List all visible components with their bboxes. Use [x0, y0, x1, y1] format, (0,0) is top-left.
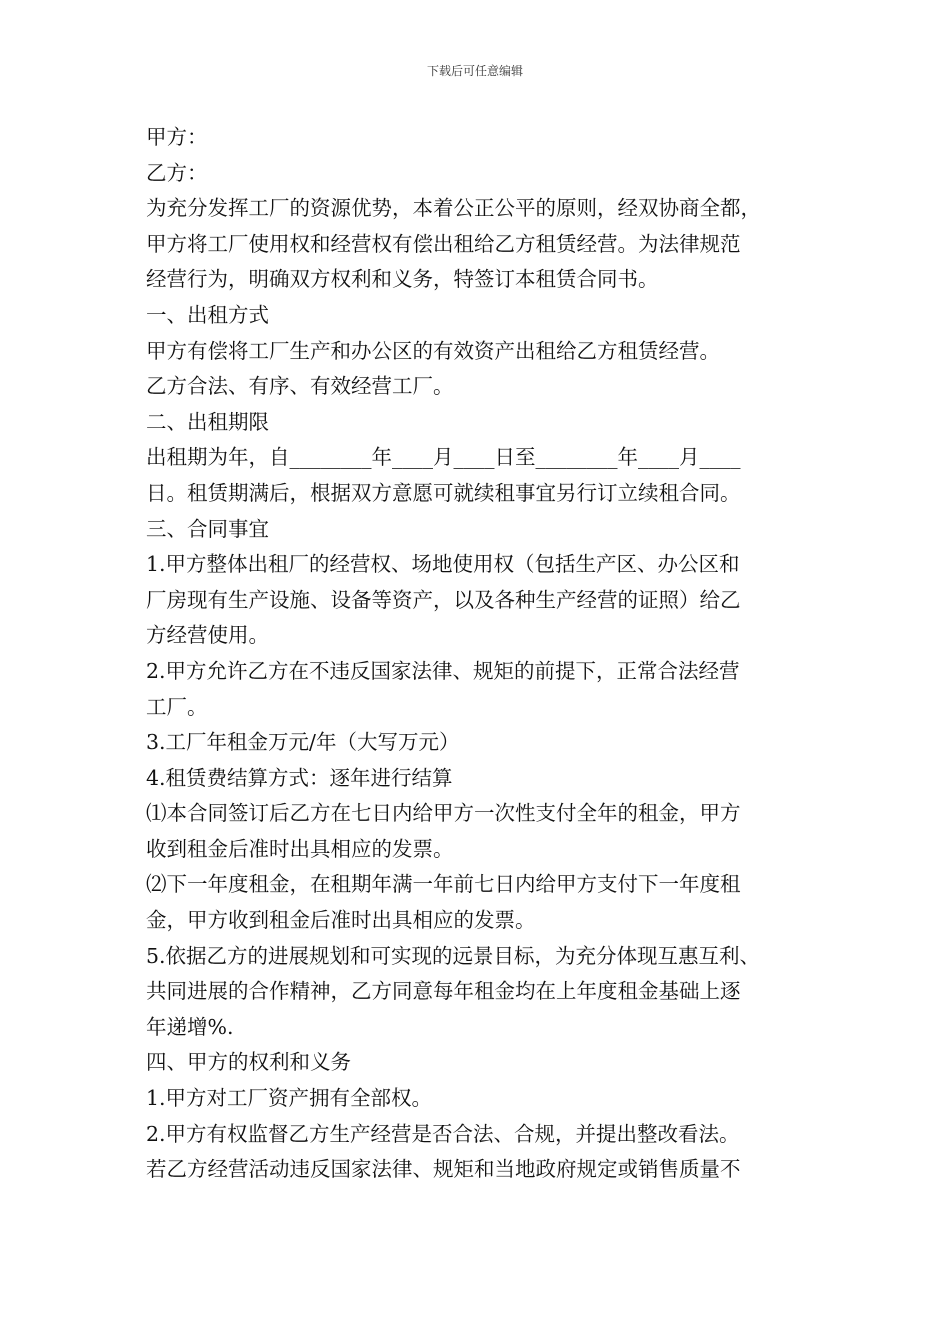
paragraph-line: 乙方合法、有序、有效经营工厂。 — [146, 374, 454, 399]
clause-line: 5.依据乙方的进展规划和可实现的远景目标，为充分体现互惠互利、 — [146, 943, 761, 968]
clause-line: ⑴本合同签订后乙方在七日内给甲方一次性支付全年的租金，甲方 — [146, 801, 741, 826]
clause-line: 共同进展的合作精神，乙方同意每年租金均在上年度租金基础上逐 — [146, 979, 741, 1004]
clause-line: 1.甲方整体出租厂的经营权、场地使用权（包括生产区、办公区和 — [146, 552, 740, 577]
document-body — [146, 120, 816, 1188]
section-heading: 三、合同事宜 — [146, 516, 269, 541]
clause-line: 工厂。 — [146, 694, 208, 719]
page-header-note: 下载后可任意编辑 — [426, 64, 523, 78]
clause-line: 年递增%. — [146, 1014, 234, 1039]
section-heading: 二、出租期限 — [146, 409, 269, 434]
party-b-line: 乙方： — [146, 160, 208, 185]
paragraph-line: 日。租赁期满后，根据双方意愿可就续租事宜另行订立续租合同。 — [146, 480, 741, 505]
clause-line: 若乙方经营活动违反国家法律、规矩和当地政府规定或销售质量不 — [146, 1157, 741, 1182]
preamble-line: 甲方将工厂使用权和经营权有偿出租给乙方租赁经营。为法律规范 — [146, 231, 741, 256]
paragraph-line: 出租期为年，自________年____月____日至________年____月____ — [146, 445, 741, 470]
section-heading: 一、出租方式 — [146, 302, 269, 327]
preamble-line: 经营行为，明确双方权利和义务，特签订本租赁合同书。 — [146, 267, 659, 292]
clause-line: 4.租赁费结算方式：逐年进行结算 — [146, 765, 453, 790]
clause-line: 方经营使用。 — [146, 623, 269, 648]
clause-line: 2.甲方有权监督乙方生产经营是否合法、合规，并提出整改看法。 — [146, 1121, 740, 1146]
party-a-line: 甲方： — [146, 125, 208, 149]
clause-line: 收到租金后准时出具相应的发票。 — [146, 836, 454, 861]
preamble-line: 为充分发挥工厂的资源优势，本着公正公平的原则，经双协商全都， — [146, 196, 761, 221]
paragraph-line: 甲方有偿将工厂生产和办公区的有效资产出租给乙方租赁经营。 — [146, 338, 720, 363]
clause-line: 3.工厂年租金万元/年（大写万元） — [146, 730, 460, 755]
section-heading: 四、甲方的权利和义务 — [146, 1050, 351, 1075]
clause-line: 2.甲方允许乙方在不违反国家法律、规矩的前提下，正常合法经营 — [146, 658, 740, 683]
clause-line: ⑵下一年度租金，在租期年满一年前七日内给甲方支付下一年度租 — [146, 872, 741, 897]
clause-line: 1.甲方对工厂资产拥有全部权。 — [146, 1086, 433, 1111]
clause-line: 金，甲方收到租金后准时出具相应的发票。 — [146, 908, 536, 933]
clause-line: 厂房现有生产设施、设备等资产，以及各种生产经营的证照）给乙 — [146, 587, 741, 612]
